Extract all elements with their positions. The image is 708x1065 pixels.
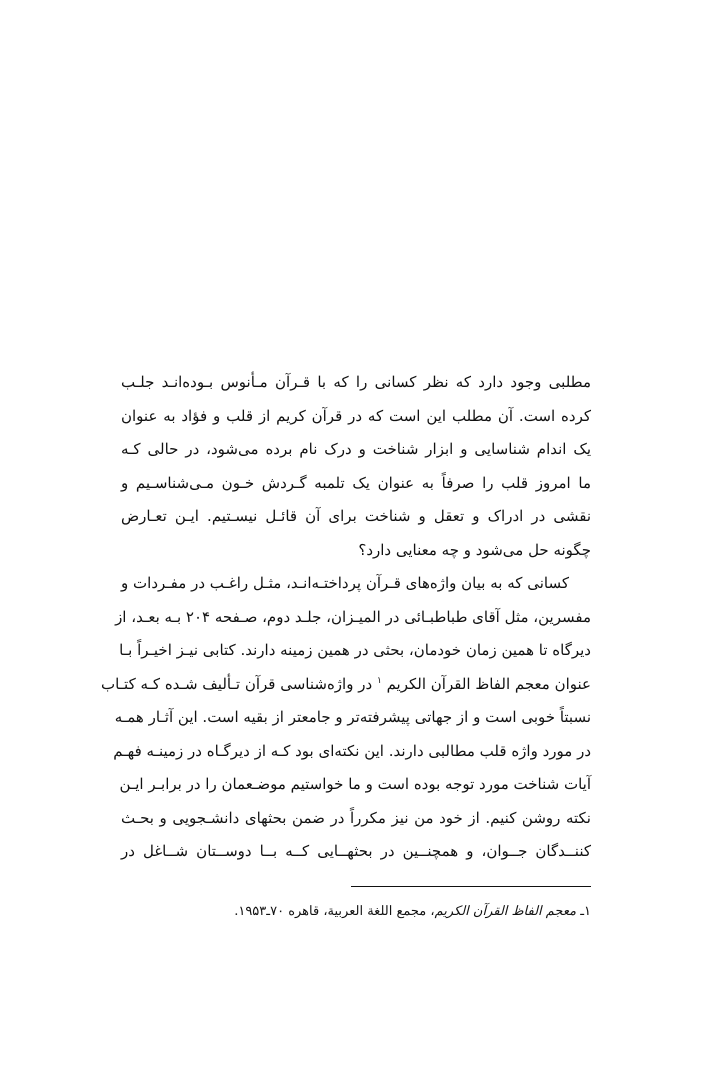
text-line: چگونه حل می‌شود و چه معنایی دارد؟ <box>358 540 591 559</box>
footnote-title: معجم الفاظ القرآن الکریم <box>434 904 577 919</box>
text-line: مفسرین، مثل آقای طباطبـائی در المیـزان، جلـد دوم، صـفحه ۲۰۴ بـه بعـد، از <box>115 607 591 626</box>
footnote <box>234 898 591 926</box>
footnote-number: ۱ـ <box>580 904 591 919</box>
footnote-marker[interactable]: ۱ <box>376 675 382 686</box>
text-line: یک اندام شناسایی و ابزار شناخت و درک نام برده می‌شود، در حالی کـه <box>121 440 591 458</box>
text-line: آیات شناخت مورد توجه بوده است و ما خواستیم موضـعمان را در برابـر ایـن <box>119 775 591 793</box>
text-line: کسانی که به بیان واژه‌های قـرآن پرداختـه‌انـد، مثـل راغـب در مفـردات و <box>121 574 569 592</box>
text-line-with-note <box>100 668 591 702</box>
text-line: در مورد واژه قلب مطالبی دارند. این نکته‌ای بود کـه از دیرگـاه در زمینـه فهـم <box>113 741 591 760</box>
text-line: دیرگاه تا همین زمان خودمان، بحثی در همین زمینه دارند. کتابی نیـز اخیـراً بـا <box>119 641 591 659</box>
book-title: عنوان معجم الفاظ القرآن الکریم <box>386 674 591 693</box>
text-line: کرده است. آن مطلب این است که در قرآن کریم از قلب و فؤاد به عنوان <box>121 406 591 425</box>
text-line: ما امروز قلب را صرفاً به عنوان یک تلمبه گـردش خـون مـی‌شناسـیم و <box>121 473 591 492</box>
text-line: نقشی در ادراک و تعقل و شناخت برای آن قائـل نیسـتیم. ایـن تعـارض <box>121 507 591 525</box>
footnote-separator <box>351 886 591 887</box>
text-line: نکته روشن کنیم. از خود من نیز مکرراً در ضمن بحثهای دانشـجویی و بحـث <box>121 808 591 827</box>
text-line: نسبتاً خوبی است و از جهاتی پیشرفته‌تر و جامعتر از بقیه است. این آثـار همـه <box>114 708 591 726</box>
text-line: مطلبی وجود دارد که نظر کسانی را که با قـرآن مـأنوس بـوده‌انـد جلـب <box>121 373 591 391</box>
footnote-source: ، مجمع اللغة العربیة، قاهره ۷۰ـ۱۹۵۳. <box>234 904 435 919</box>
main-text <box>100 366 591 869</box>
text-line-rest: در واژه‌شناسی قرآن تـألیف شـده کـه کتـاب <box>100 674 377 693</box>
text-line: کننــدگان جــوان، و همچنــین در بحثهــایی کــه بــا دوســتان شــاغل در <box>121 842 591 860</box>
